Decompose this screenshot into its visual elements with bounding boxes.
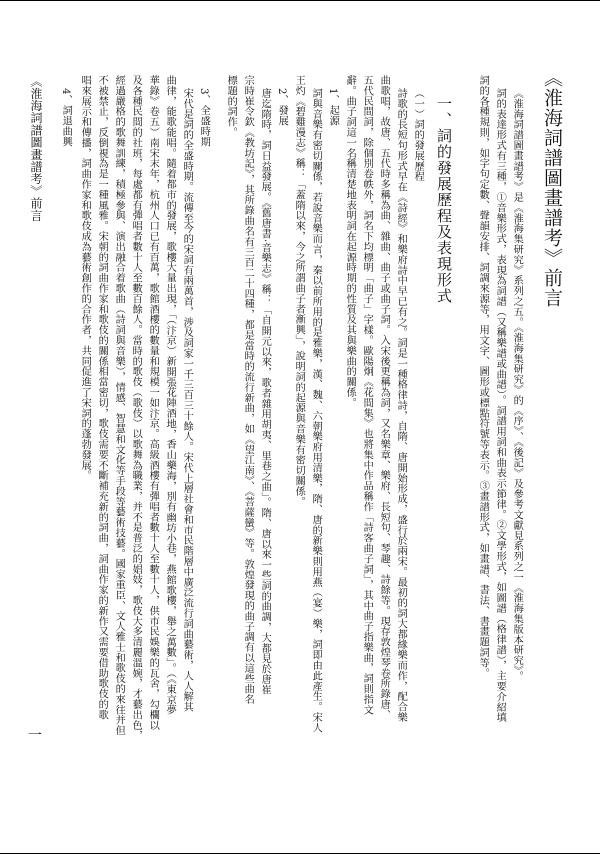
text-column: 辭。曲子詞這一名稱清楚地表明詞在起源時期的性質及其與樂曲的關係。	[344, 75, 356, 408]
text-column: 曲律，能歌能唱。隨着都市的發展，歌樓大量出現，「（汴京）新開張花陣酒地，香山藥海，別有幽坊小巷，燕館歌樓，舉之萬數」。（《東京夢	[164, 75, 176, 716]
text-column: 曲歌唱，故唐、五代時多稱為曲、雜曲、曲子或曲子詞。入宋後更稱為詞，又名樂章、樂府、長短句、琴趣、詩餘等。現存敦煌琴卷所錄唐、	[378, 75, 390, 720]
running-footer-title: 《淮海詞譜圖畫譜考》前言	[29, 75, 43, 222]
intro-paragraph: 詞的各種規則，如字句定數、聲韻安排、詞調來源等，用文字、圖形或標點符號等表示。③畫譜形式，如畫譜、書法、書畫題詞等。	[477, 75, 489, 679]
text-column: 宋代是詞的全盛時期。流傳至今的宋詞有兩萬首，涉及詞家一千三百三十餘人。宋代上層社會和市民階層中廣泛流行詞曲藝術，人人解其	[181, 88, 193, 712]
subsection-heading: （一）詞的發展歷程	[412, 88, 424, 182]
text-column: 經過嚴格的歌舞訓練，積極參與、演出融合着歌曲（詩詞與音樂），情感、智慧和文化等手段等藝術技藝。國家重臣、文人雅士和歌伎的來往并但	[113, 75, 125, 736]
text-column: 不被禁止，反倒視為是一種風雅。宋朝的詞曲作家和歌伎的關係相當密切，歌伎需要不斷補充新的詞曲，詞曲作家的新作又需要借助歌伎的歌	[96, 75, 108, 720]
subsection-heading: 3、全盛時期	[198, 88, 210, 147]
text-column: 詞與音樂有密切關係，若說音樂而言，秦以前所用的是雅樂，漢、魏、六朝樂府用清樂，隋、唐的新樂則用燕（宴）樂，詞即由此產生。宋人	[310, 88, 322, 733]
page-number: 一	[28, 728, 42, 744]
intro-paragraph: 《淮海詞譜圖畫譜考》是《淮海集研究》系列之五。《淮海集研究》的《序》、《後記》及參考文獻見系列之一《淮海集版本研究》。	[511, 88, 523, 682]
text-column: 華錄》卷五）南宋末年，杭州人口已有百萬，歌館酒樓的數量和規模一如汴京。高級酒樓有彈唱者數十人至數十人，供市民娛樂的瓦舍，勾欄以	[147, 75, 159, 731]
text-column: 五代民間詞，除個別卷帙外，詞名下均標明「曲子」字樣。歐陽炯《花間集》也將集中作品稱作「詩客曲子詞」，其中曲子指樂曲，詞則指文	[361, 75, 373, 715]
top-border-line	[0, 0, 600, 1]
text-column: 唱來展示和傳播，詞曲作家和歌伎成為藝術創作的合作者，共同促進了宋詞的蓬勃發展。	[79, 75, 91, 481]
intro-paragraph: 詞的表達形式有三種，①音樂形式，表現為詞譜（又稱樂譜或曲譜）。詞譜用詞和曲表示節律。②文學形式，如圖譜（格律譜），主要介紹填	[494, 88, 506, 723]
text-column: 唐迄隋時，詞日益發展。《舊唐書·音樂志》稱：「自開元以來，歌者雜用胡夷、里巷之曲」。隋、唐以來一些詞的曲調，大都見於唐崔	[259, 88, 271, 695]
text-column: 宗時崔令欽《教坊記》，其所錄曲名有三百二十四種，都是當時的流行新曲，如《望江南》、《菩薩蠻》等。敦煌發現的曲子調有以這些曲名	[242, 75, 254, 705]
subsection-heading: 2、發展	[276, 88, 288, 126]
text-column: 及各種民間的社班，每處都有彈唱者數十人至數百餘人。當時的歌伎（歌伎）以歌舞為職業，并不是普泛的娼妓，歌伎大多清麗溫婉，才藝出色，	[130, 75, 142, 741]
subsection-heading: 1、起源	[327, 88, 339, 126]
text-column: 標題的詞作。	[225, 75, 237, 138]
page-title: 《淮海詞譜圖畫譜考》前言	[541, 68, 563, 308]
section-heading: 一、詞的發展歷程及表現形式	[435, 96, 453, 304]
subsection-heading: 4、詞退曲興	[60, 88, 72, 147]
text-column: 王灼《碧雞漫志》稱：「蓋隋以來，今之所謂曲子者漸興」，說明詞的起源與音樂有密切關係。	[293, 75, 305, 507]
text-column: 詩歌的長短句形式早在《詩經》和樂府詩中早已有之。詞是一種格律詩，自隋、唐開始形成，盛行於兩宋。最初的詞大都緣樂而作，配合樂	[395, 88, 407, 723]
